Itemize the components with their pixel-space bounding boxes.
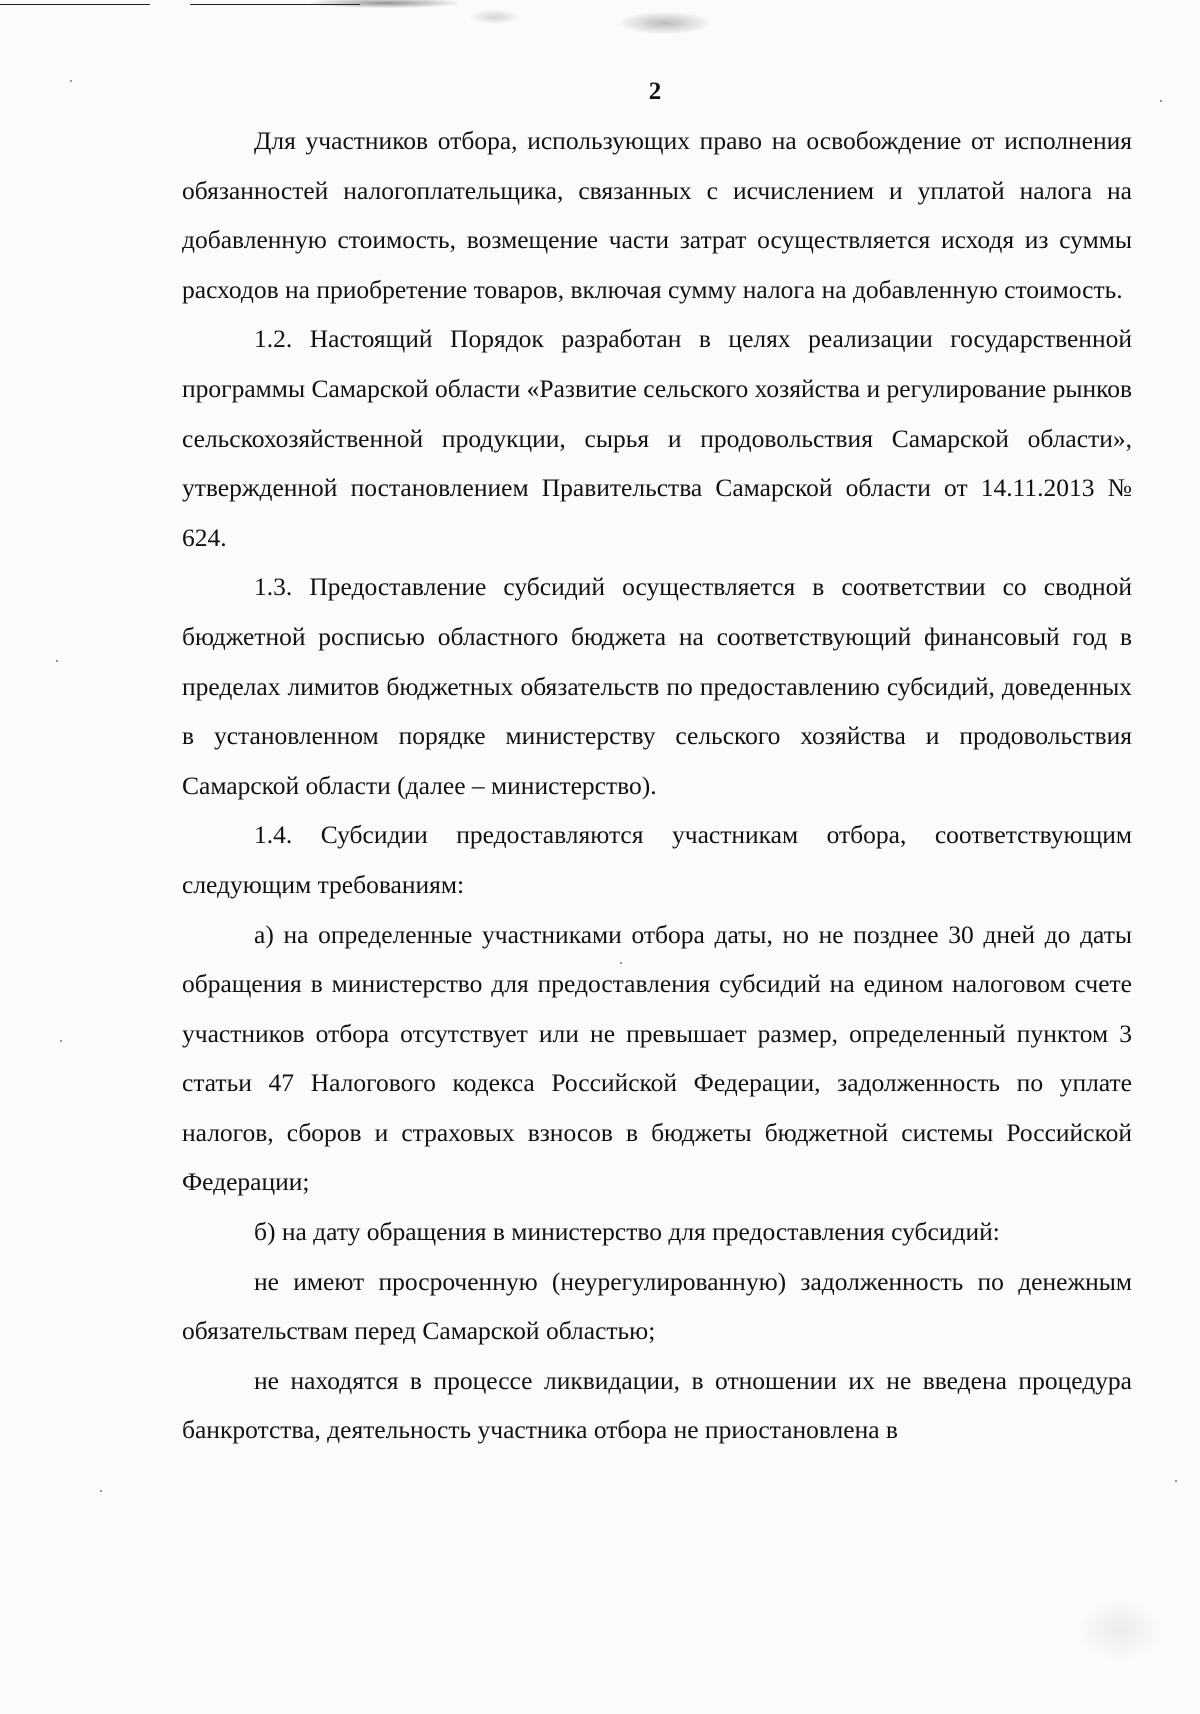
document-body xyxy=(182,116,1132,1455)
scan-smudge xyxy=(310,0,460,8)
scan-smudge xyxy=(1080,1600,1160,1660)
scan-speck xyxy=(60,1040,62,1042)
paragraph-1-4: 1.4. Субсидии предоставляются участникам отбора, соответствующим следующим требованиям: xyxy=(182,820,1132,899)
paragraph-item-b: б) на дату обращения в министерство для предоставления субсидий: xyxy=(254,1217,1000,1247)
paragraph-item-a: а) на определенные участниками отбора даты, но не позднее 30 дней до даты обращения в министерство для предоставления субсидий на едином налоговом счете участников отбора отсутствует или не превышает размер, определенный пунктом 3 статьи 47 Налогового кодекса Российской Федерации, задолженность по уплате налогов, сборов и страховых взносов в бюджеты бюджетной системы Российской Федерации; xyxy=(182,919,1132,1197)
paragraph-1-3: 1.3. Предоставление субсидий осуществляется в соответствии со сводной бюджетной росписью областного бюджета на соответствующий финансовый год в пределах лимитов бюджетных обязательств по предоставлению субсидий, доведенных в установленном порядке министерству сельского хозяйства и продовольствия Самарской области (далее – министерство). xyxy=(182,572,1132,800)
scan-edge-line xyxy=(0,4,150,5)
scan-speck xyxy=(1175,1480,1177,1482)
paragraph-no-liquidation: не находятся в процессе ликвидации, в отношении их не введена процедура банкротства, деятельность участника отбора не приостановлена в xyxy=(182,1365,1132,1445)
scan-smudge xyxy=(620,12,710,34)
paragraph-no-debt: не имеют просроченную (неурегулированную) задолженность по денежным обязательствам перед Самарской областью; xyxy=(182,1266,1132,1346)
paragraph-vat-exemption: Для участников отбора, использующих право на освобождение от исполнения обязанностей налогоплательщика, связанных с исчислением и уплатой налога на добавленную стоимость, возмещение части затрат осуществляется исходя из суммы расходов на приобретение товаров, включая сумму налога на добавленную стоимость. xyxy=(182,126,1132,304)
scan-smudge xyxy=(470,10,520,24)
page-number: 2 xyxy=(648,78,662,105)
paragraph-1-2: 1.2. Настоящий Порядок разработан в целях реализации государственной программы Самарской области «Развитие сельского хозяйства и регулирование рынков сельскохозяйственной продукции, сырья и продовольствия Самарской области», утвержденной постановлением Правительства Самарской области от 14.11.2013 № 624. xyxy=(182,324,1132,552)
scan-speck xyxy=(56,660,58,662)
scan-speck xyxy=(100,1490,102,1492)
